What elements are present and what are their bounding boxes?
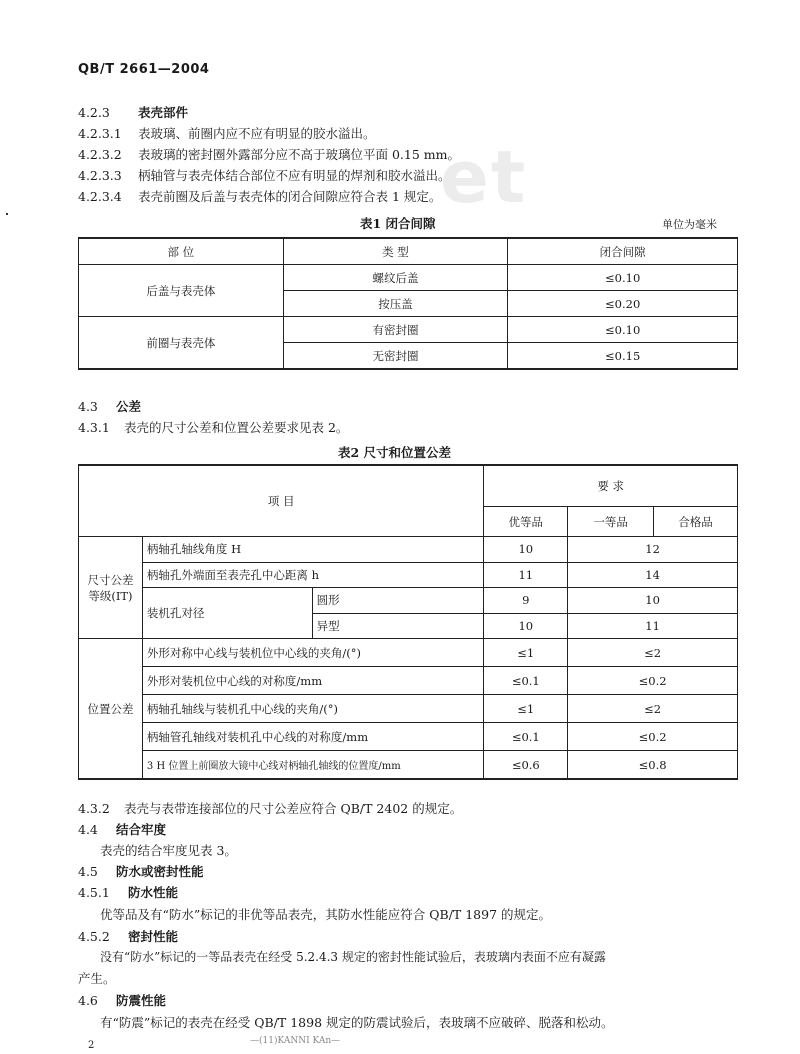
value-superior-cell: ≤0.1	[484, 667, 568, 695]
table-row	[79, 588, 738, 614]
section-number: 4.5.1	[78, 885, 110, 900]
section-number: 4.3.1	[78, 420, 110, 435]
item-label-cell: 柄轴管孔轴线对装机孔中心线的对称度/mm	[142, 723, 483, 751]
sub-item-cell: 圆形	[312, 588, 484, 614]
value-superior-cell: 9	[484, 588, 568, 614]
header-cell: 部 位	[79, 238, 284, 265]
section-text: 表玻璃的密封圈外露部分应不高于玻璃位平面 0.15 mm。	[138, 147, 460, 162]
section-4-2-3-2	[78, 145, 460, 163]
closure-gap-table	[78, 237, 738, 370]
table-row	[79, 695, 738, 723]
section-number: 4.4	[78, 822, 98, 837]
item-label-cell: 外形对装机位中心线的对称度/mm	[142, 667, 483, 695]
section-4-5-2-text-cont: 产生。	[78, 971, 116, 986]
section-text: 表玻璃、前圈内应不应有明显的胶水溢出。	[138, 126, 376, 141]
value-superior-cell: 10	[484, 613, 568, 639]
value-other-cell: 10	[568, 588, 738, 614]
type-cell: 有密封圈	[283, 317, 508, 343]
value-other-cell: ≤0.8	[568, 751, 738, 780]
table-row	[79, 667, 738, 695]
table1-unit: 单位为毫米	[662, 218, 717, 231]
grade-first-cell: 一等品	[568, 507, 654, 537]
value-superior-cell: 11	[484, 562, 568, 588]
group-cell: 前圈与表壳体	[79, 317, 284, 370]
grade-superior-cell: 优等品	[484, 507, 568, 537]
tolerance-table	[78, 464, 738, 780]
value-cell: ≤0.15	[508, 343, 738, 370]
section-number: 4.6	[78, 993, 98, 1008]
type-cell: 螺纹后盖	[283, 265, 508, 291]
section-title: 结合牢度	[116, 822, 167, 837]
table-header-row	[79, 238, 738, 265]
section-number: 4.2.3.1	[78, 126, 122, 141]
section-text: 表壳与表带连接部位的尺寸公差应符合 QB/T 2402 的规定。	[124, 801, 463, 816]
section-4-3-1	[78, 418, 348, 436]
section-text: 柄轴管与表壳体结合部位不应有明显的焊剂和胶水溢出。	[138, 168, 451, 183]
section-4-4	[78, 820, 166, 838]
section-title: 防震性能	[116, 993, 167, 1008]
value-other-cell: 14	[568, 562, 738, 588]
table-row	[79, 723, 738, 751]
value-superior-cell: ≤0.6	[484, 751, 568, 780]
section-4-5-2-text: 没有“防水”标记的一等品表壳在经受 5.2.4.3 规定的密封性能试验后，表玻璃内表面不应有凝露	[100, 950, 606, 964]
section-number: 4.2.3.4	[78, 189, 122, 204]
section-text: 表壳的尺寸公差和位置公差要求见表 2。	[124, 420, 349, 435]
table-header-row	[79, 465, 738, 507]
watermark: et	[440, 135, 528, 219]
section-title: 密封性能	[128, 929, 179, 944]
header-cell: 类 型	[283, 238, 508, 265]
value-other-cell: ≤0.2	[568, 667, 738, 695]
header-requirement-cell: 要 求	[484, 465, 738, 507]
section-4-3-2	[78, 799, 462, 817]
group-cell: 尺寸公差等级(IT)	[79, 537, 143, 639]
section-title: 公差	[116, 399, 142, 414]
section-number: 4.5.2	[78, 929, 110, 944]
header-item-cell: 项 目	[79, 465, 484, 537]
item-label-cell: 装机孔对径	[142, 588, 312, 639]
page-number: 2	[88, 1040, 95, 1051]
value-other-cell: ≤2	[568, 695, 738, 723]
grade-qualified-cell: 合格品	[654, 507, 738, 537]
value-other-cell: ≤2	[568, 639, 738, 667]
item-label-cell: 外形对称中心线与装机位中心线的夹角/(°)	[142, 639, 483, 667]
value-superior-cell: ≤1	[484, 695, 568, 723]
value-superior-cell: 10	[484, 537, 568, 563]
section-title: 防水或密封性能	[116, 864, 204, 879]
section-4-2-3-4	[78, 187, 441, 205]
value-cell: ≤0.20	[508, 291, 738, 317]
section-4-5	[78, 862, 204, 880]
section-4-2-3-3	[78, 166, 451, 184]
table-row	[79, 562, 738, 588]
group-cell: 后盖与表壳体	[79, 265, 284, 317]
section-text: 表壳前圈及后盖与表壳体的闭合间隙应符合表 1 规定。	[138, 189, 442, 204]
value-other-cell: ≤0.2	[568, 723, 738, 751]
group-cell: 位置公差	[79, 639, 143, 780]
section-4-2-3	[78, 103, 188, 121]
section-title: 表壳部件	[138, 105, 189, 120]
table-row	[79, 537, 738, 563]
type-cell: 按压盖	[283, 291, 508, 317]
section-4-3	[78, 397, 141, 415]
item-label-cell: 柄轴孔外端面至表壳孔中心距离 h	[142, 562, 483, 588]
footer-mark: —(11)KANNI KAn—	[250, 1036, 341, 1046]
table-row	[79, 751, 738, 780]
section-4-6	[78, 991, 166, 1009]
value-superior-cell: ≤1	[484, 639, 568, 667]
type-cell: 无密封圈	[283, 343, 508, 370]
section-4-2-3-1	[78, 124, 376, 142]
section-4-4-text: 表壳的结合牢度见表 3。	[100, 843, 237, 858]
sub-item-cell: 异型	[312, 613, 484, 639]
value-cell: ≤0.10	[508, 317, 738, 343]
item-label-cell: 3 H 位置上前圈放大镜中心线对柄轴孔轴线的位置度/mm	[142, 751, 483, 780]
value-cell: ≤0.10	[508, 265, 738, 291]
table-row	[79, 265, 738, 291]
value-superior-cell: ≤0.1	[484, 723, 568, 751]
value-other-cell: 12	[568, 537, 738, 563]
section-number: 4.2.3.3	[78, 168, 122, 183]
section-4-5-1	[78, 883, 178, 901]
document-header: QB/T 2661—2004	[78, 62, 210, 77]
section-title: 防水性能	[128, 885, 179, 900]
section-4-5-1-text: 优等品及有“防水”标记的非优等品表壳，其防水性能应符合 QB/T 1897 的规定。	[100, 907, 551, 922]
header-cell: 闭合间隙	[508, 238, 738, 265]
table-row	[79, 317, 738, 343]
table-row	[79, 639, 738, 667]
section-number: 4.3.2	[78, 801, 110, 816]
section-number: 4.3	[78, 399, 98, 414]
section-number: 4.2.3.2	[78, 147, 122, 162]
item-label-cell: 柄轴孔轴线与装机孔中心线的夹角/(°)	[142, 695, 483, 723]
section-4-5-2	[78, 927, 178, 945]
section-number: 4.5	[78, 864, 98, 879]
table2-caption: 表2 尺寸和位置公差	[338, 445, 452, 460]
section-number: 4.2.3	[78, 105, 110, 120]
value-other-cell: 11	[568, 613, 738, 639]
item-label-cell: 柄轴孔轴线角度 H	[142, 537, 483, 563]
section-4-6-text: 有“防震”标记的表壳在经受 QB/T 1898 规定的防震试验后，表玻璃不应破碎、脱落和松动。	[100, 1015, 614, 1030]
table1-caption: 表1 闭合间隙	[360, 216, 436, 231]
